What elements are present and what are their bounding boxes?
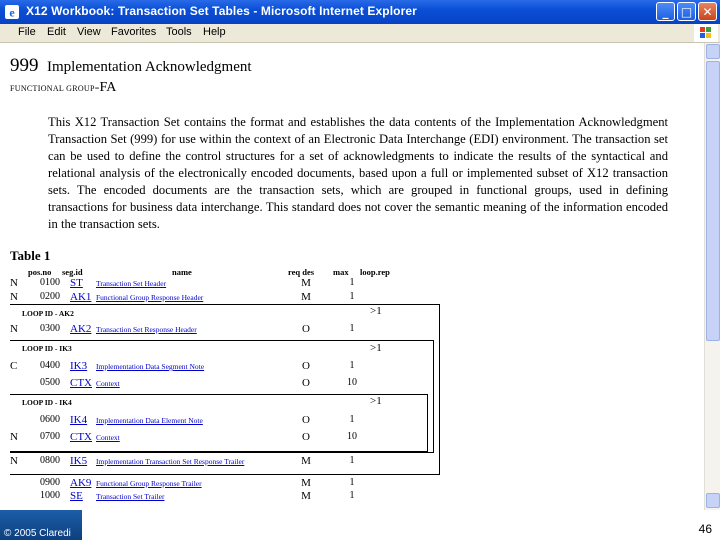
row-segment-link[interactable]: IK5 [70, 455, 88, 467]
row-segment-link[interactable]: IK3 [70, 360, 88, 372]
loop-bracket-line [10, 452, 434, 453]
row-segment-link[interactable]: ST [70, 277, 83, 289]
row-requirement: N [10, 277, 18, 289]
row-max-use: 10 [347, 377, 357, 388]
row-position: 0300 [40, 323, 60, 334]
row-segment-link[interactable]: SE [70, 490, 83, 502]
transaction-set-title: Implementation Acknowledgment [47, 59, 252, 75]
menu-bar [0, 24, 720, 43]
row-designator: M [301, 277, 311, 289]
windows-logo-icon [694, 24, 718, 42]
row-position: 0100 [40, 277, 60, 288]
row-max-use: 1 [349, 277, 355, 288]
row-position: 0900 [40, 477, 60, 488]
table-row [10, 277, 410, 289]
loop-id-label: LOOP ID - IK4 [22, 398, 72, 407]
loop-repeat: >1 [370, 305, 382, 317]
menu-file[interactable]: File [18, 26, 36, 38]
row-segment-link[interactable]: IK4 [70, 414, 88, 426]
row-position: 0600 [40, 414, 60, 425]
footer-brand-band [0, 510, 82, 540]
row-name-link[interactable]: Implementation Transaction Set Response Trailer [96, 457, 245, 466]
vertical-scrollbar[interactable] [704, 43, 720, 510]
row-designator: O [302, 323, 310, 335]
row-name-link[interactable]: Context [96, 379, 120, 388]
loop-id-label: LOOP ID - IK3 [22, 344, 72, 353]
column-header-name: name [172, 267, 192, 277]
menu-view[interactable]: View [77, 26, 101, 38]
title-bar [0, 0, 720, 24]
row-max-use: 1 [349, 477, 355, 488]
copyright-text: © 2005 Claredi [4, 528, 71, 539]
row-name-link[interactable]: Transaction Set Response Header [96, 325, 197, 334]
close-button[interactable]: ✕ [698, 2, 717, 21]
menu-favorites[interactable]: Favorites [111, 26, 157, 38]
functional-group-label: FUNCTIONAL GROUP= [10, 84, 100, 93]
row-requirement: N [10, 431, 18, 443]
row-max-use: 1 [349, 323, 355, 334]
row-max-use: 1 [349, 490, 355, 501]
window-title: X12 Workbook: Transaction Set Tables - Microsoft Internet Explorer [26, 4, 417, 18]
menu-tools[interactable]: Tools [166, 26, 192, 38]
row-position: 0400 [40, 360, 60, 371]
row-max-use: 1 [349, 455, 355, 466]
menu-help[interactable]: Help [203, 26, 226, 38]
table-row [10, 414, 410, 426]
row-name-link[interactable]: Functional Group Response Header [96, 293, 204, 302]
minimize-button[interactable]: _ [656, 2, 675, 21]
row-name-link[interactable]: Transaction Set Trailer [96, 492, 165, 501]
table-row [10, 477, 410, 489]
row-position: 0700 [40, 431, 60, 442]
row-designator: M [301, 291, 311, 303]
row-max-use: 1 [349, 360, 355, 371]
row-requirement: N [10, 323, 18, 335]
row-segment-link[interactable]: AK2 [70, 323, 92, 335]
row-name-link[interactable]: Functional Group Response Trailer [96, 479, 202, 488]
row-position: 0800 [40, 455, 60, 466]
scroll-down-button[interactable] [706, 493, 720, 508]
svg-text:e: e [9, 5, 15, 20]
row-position: 0500 [40, 377, 60, 388]
row-segment-link[interactable]: CTX [70, 431, 92, 443]
internet-explorer-icon [4, 4, 20, 20]
column-header-loop-rep: loop.rep [360, 267, 390, 277]
row-max-use: 10 [347, 431, 357, 442]
row-name-link[interactable]: Implementation Data Segment Note [96, 362, 205, 371]
row-designator: M [301, 477, 311, 489]
column-header-max: max [333, 267, 349, 277]
row-requirement: N [10, 455, 18, 467]
table-row [10, 490, 410, 502]
description-paragraph: This X12 Transaction Set contains the format and establishes the data contents of the Implementation Acknowledgment Transaction Set (999) for use within the context of an Electronic Data Interchange (EDI) environment. The transaction set can be used to define the control structures for a set of acknowledgments to indicate the results of the syntactical and relational analysis of the electronically encoded documents, based upon a full or implemented subset of X12 transaction sets. The encoded documents are the transaction sets, which are grouped in functional groups, used in defining transactions for business data interchange. This standard does not cover the semantic meaning of the information encoded in the transaction sets. [48, 115, 668, 231]
table-row [10, 323, 410, 335]
table-title: Table 1 [10, 248, 51, 263]
row-position: 0200 [40, 291, 60, 302]
loop-bracket-line [10, 340, 434, 341]
row-requirement: C [10, 360, 18, 372]
row-max-use: 1 [349, 414, 355, 425]
column-header-pos: pos.no [28, 267, 52, 277]
page-content [0, 43, 704, 510]
row-designator: O [302, 360, 310, 372]
loop-bracket-line [439, 304, 440, 475]
slide-footer [0, 510, 720, 540]
page-title [10, 55, 252, 77]
scroll-thumb[interactable] [706, 61, 720, 341]
row-name-link[interactable]: Transaction Set Header [96, 279, 167, 288]
table-row [10, 431, 410, 443]
loop-bracket-line [10, 394, 428, 395]
maximize-button[interactable]: □ [677, 2, 696, 21]
functional-group-value: FA [99, 80, 117, 95]
row-requirement: N [10, 291, 18, 303]
table-row [10, 455, 410, 467]
row-designator: O [302, 414, 310, 426]
menu-edit[interactable]: Edit [47, 26, 66, 38]
row-name-link[interactable]: Implementation Data Element Note [96, 416, 203, 425]
row-designator: M [301, 455, 311, 467]
functional-group [10, 80, 116, 96]
scroll-up-button[interactable] [706, 44, 720, 59]
loop-id-label: LOOP ID - AK2 [22, 309, 74, 318]
row-segment-link[interactable]: AK9 [70, 477, 92, 489]
row-max-use: 1 [349, 291, 355, 302]
row-segment-link[interactable]: AK1 [70, 291, 92, 303]
loop-bracket-line [427, 394, 428, 452]
transaction-set-code: 999 [10, 55, 39, 76]
row-position: 1000 [40, 490, 60, 501]
row-segment-link[interactable]: CTX [70, 377, 92, 389]
column-header-seg: seg.id [62, 267, 83, 277]
row-designator: O [302, 377, 310, 389]
row-designator: M [301, 490, 311, 502]
table-row [10, 377, 410, 389]
loop-repeat: >1 [370, 342, 382, 354]
loop-repeat: >1 [370, 395, 382, 407]
row-name-link[interactable]: Context [96, 433, 120, 442]
row-designator: O [302, 431, 310, 443]
table-row [10, 291, 410, 303]
page-number: 46 [698, 522, 712, 536]
loop-bracket-line [433, 340, 434, 452]
loop-bracket-line [10, 304, 440, 305]
column-header-req-des: req des [288, 267, 315, 277]
loop-bracket-line [10, 474, 440, 475]
table-row [10, 360, 410, 372]
